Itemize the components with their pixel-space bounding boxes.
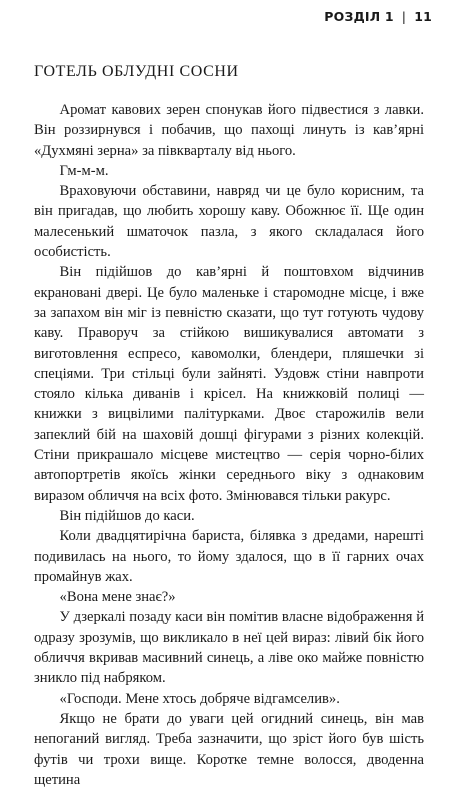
- chapter-title: ГОТЕЛЬ ОБЛУДНІ СОСНИ: [34, 63, 239, 80]
- header-separator: |: [401, 9, 407, 24]
- paragraph: У дзеркалі позаду каси він помітив власне відображення й одразу зрозумів, що викликало в неї цей вираз: лівий бік його обличчя вкривав масивний синець, а ліве око майже повністю зникло під набряком.: [34, 609, 424, 687]
- paragraph: Коли двадцятирічна бариста, білявка з дредами, нарешті подивилась на нього, то йому здалося, що в її гарних очах промайнув жах.: [34, 528, 424, 585]
- paragraph: «Вона мене знає?»: [59, 589, 176, 606]
- section-label: РОЗДІЛ 1: [324, 9, 394, 24]
- paragraph: Враховуючи обставини, навряд чи це було корисним, та він пригадав, що любить хорошу каву. Обожнює її. Ще один малесенький шматочок пазла, з якого складалася його особистість.: [34, 183, 424, 261]
- paragraph: Аромат кавових зерен спонукав його підвестися з лавки. Він роззирнувся і побачив, що пахощі линуть із кав’ярні «Духмяні зерна» за півкварталу від нього.: [34, 102, 424, 159]
- paragraph: Гм-м-м.: [59, 162, 109, 179]
- paragraph: Якщо не брати до уваги цей огидний синець, він мав непоганий вигляд. Треба зазначити, що зріст його був шість футів чи трохи вище. Коротке темне волосся, дводенна щетина: [34, 710, 424, 788]
- paragraph: «Господи. Мене хтось добряче відгамселив».: [59, 690, 340, 707]
- body-text: [34, 100, 424, 790]
- paragraph: Він підійшов до кав’ярні й поштовхом відчинив екрановані двері. Це було маленьке і старомодне місце, і вже за запахом він міг із певністю сказати, що тут готують чудову каву. Праворуч за стійкою вишикувалися автомати з виготовлення еспресо, кавомолки, блендери, пляшечки зі спеціями. Три стільці були зайняті. Уздовж стіни навпроти стояло кілька диванів і крісел. На книжковій полиці — книжки з вицвілими палітурками. Двоє старожилів вели запеклий бій на шаховій дошці фігурами з різних колекцій. Стіни прикрашало місцеве мистецтво — серія чорно-білих автопортретів якоїсь жінки середнього віку з однаковим виразом обличчя на всіх фото. Змінювався тільки ракурс.: [34, 264, 424, 504]
- page-number: 11: [414, 9, 432, 24]
- paragraph: Він підійшов до каси.: [59, 507, 195, 524]
- running-header: [324, 9, 432, 24]
